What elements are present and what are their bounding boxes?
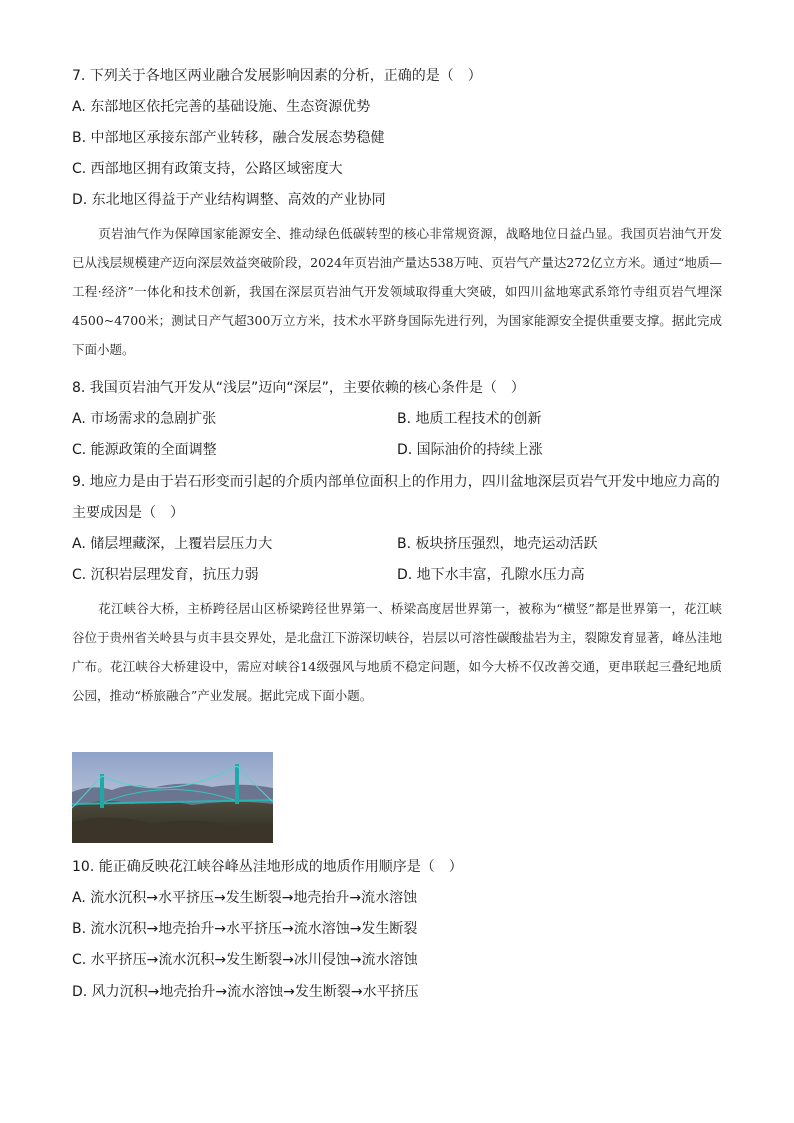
q9-stem-line1: 9. 地应力是由于岩石形变而引起的介质内部单位面积上的作用力，四川盆地深层页岩气开发中地应力高的 [72, 474, 720, 490]
q7-option-d: D. 东北地区得益于产业结构调整、高效的产业协同 [72, 192, 386, 208]
q8-option-d: D. 国际油价的持续上涨 [397, 442, 543, 458]
q10-option-d: D. 风力沉积→地壳抬升→流水溶蚀→发生断裂→水平挤压 [72, 984, 419, 1000]
q7-option-a: A. 东部地区依托完善的基础设施、生态资源优势 [72, 99, 371, 115]
passage-huajiang-bridge-text: 花江峡谷大桥，主桥跨径居山区桥梁跨径世界第一、桥梁高度居世界第一，被称为“横竖”都是世界第一，花江峡谷位于贵州省关岭县与贞丰县交界处，是北盘江下游深切峡谷，岩层以可溶性碳酸盐岩为主，裂隙发育显著，峰丛洼地广布。花江峡谷大桥建设中，需应对峡谷14级强风与地质不稳定问题，如今大桥不仅改善交通，更串联起三叠纪地质公园，推动“桥旅融合”产业发展。据此完成下面小题。 [72, 601, 723, 703]
q8-option-c: C. 能源政策的全面调整 [72, 442, 217, 458]
q9-option-b: B. 板块挤压强烈，地壳运动活跃 [397, 536, 598, 552]
passage-shale-gas-text: 页岩油气作为保障国家能源安全、推动绿色低碳转型的核心非常规资源，战略地位日益凸显。我国页岩油气开发已从浅层规模建产迈向深层效益突破阶段，2024年页岩油产量达538万吨、页岩气产量达272亿立方米。通过“地质—工程·经济”一体化和技术创新，我国在深层页岩油气开发领域取得重大突破，如四川盆地寒武系筇竹寺组页岩气埋深4500~4700米；测试日产气超300万立方米，技术水平跻身国际先进行列，为国家能源安全提供重要支撑。据此完成下面小题。 [72, 226, 722, 357]
q8-stem: 8. 我国页岩油气开发从“浅层”迈向“深层”，主要依赖的核心条件是（ ） [72, 380, 525, 396]
q7-option-b: B. 中部地区承接东部产业转移，融合发展态势稳健 [72, 130, 385, 146]
q9-option-c: C. 沉积岩层理发育，抗压力弱 [72, 567, 259, 583]
q7-stem: 7. 下列关于各地区两业融合发展影响因素的分析，正确的是（ ） [72, 68, 482, 84]
q9-option-d: D. 地下水丰富，孔隙水压力高 [397, 567, 585, 583]
q8-option-a: A. 市场需求的急剧扩张 [72, 411, 217, 427]
q10-option-a: A. 流水沉积→水平挤压→发生断裂→地壳抬升→流水溶蚀 [72, 890, 418, 906]
passage-huajiang-bridge [72, 594, 722, 710]
bridge-photo [72, 752, 273, 843]
q7-option-c: C. 西部地区拥有政策支持，公路区域密度大 [72, 161, 343, 177]
q8-option-b: B. 地质工程技术的创新 [397, 411, 542, 427]
q9-stem-line2: 主要成因是（ ） [72, 505, 184, 521]
q9-option-a: A. 储层埋藏深，上覆岩层压力大 [72, 536, 273, 552]
passage-shale-gas [72, 219, 722, 364]
q10-stem: 10. 能正确反映花江峡谷峰丛洼地形成的地质作用顺序是（ ） [72, 859, 463, 875]
q10-option-b: B. 流水沉积→地壳抬升→水平挤压→流水溶蚀→发生断裂 [72, 921, 418, 937]
q10-option-c: C. 水平挤压→流水沉积→发生断裂→冰川侵蚀→流水溶蚀 [72, 952, 418, 968]
